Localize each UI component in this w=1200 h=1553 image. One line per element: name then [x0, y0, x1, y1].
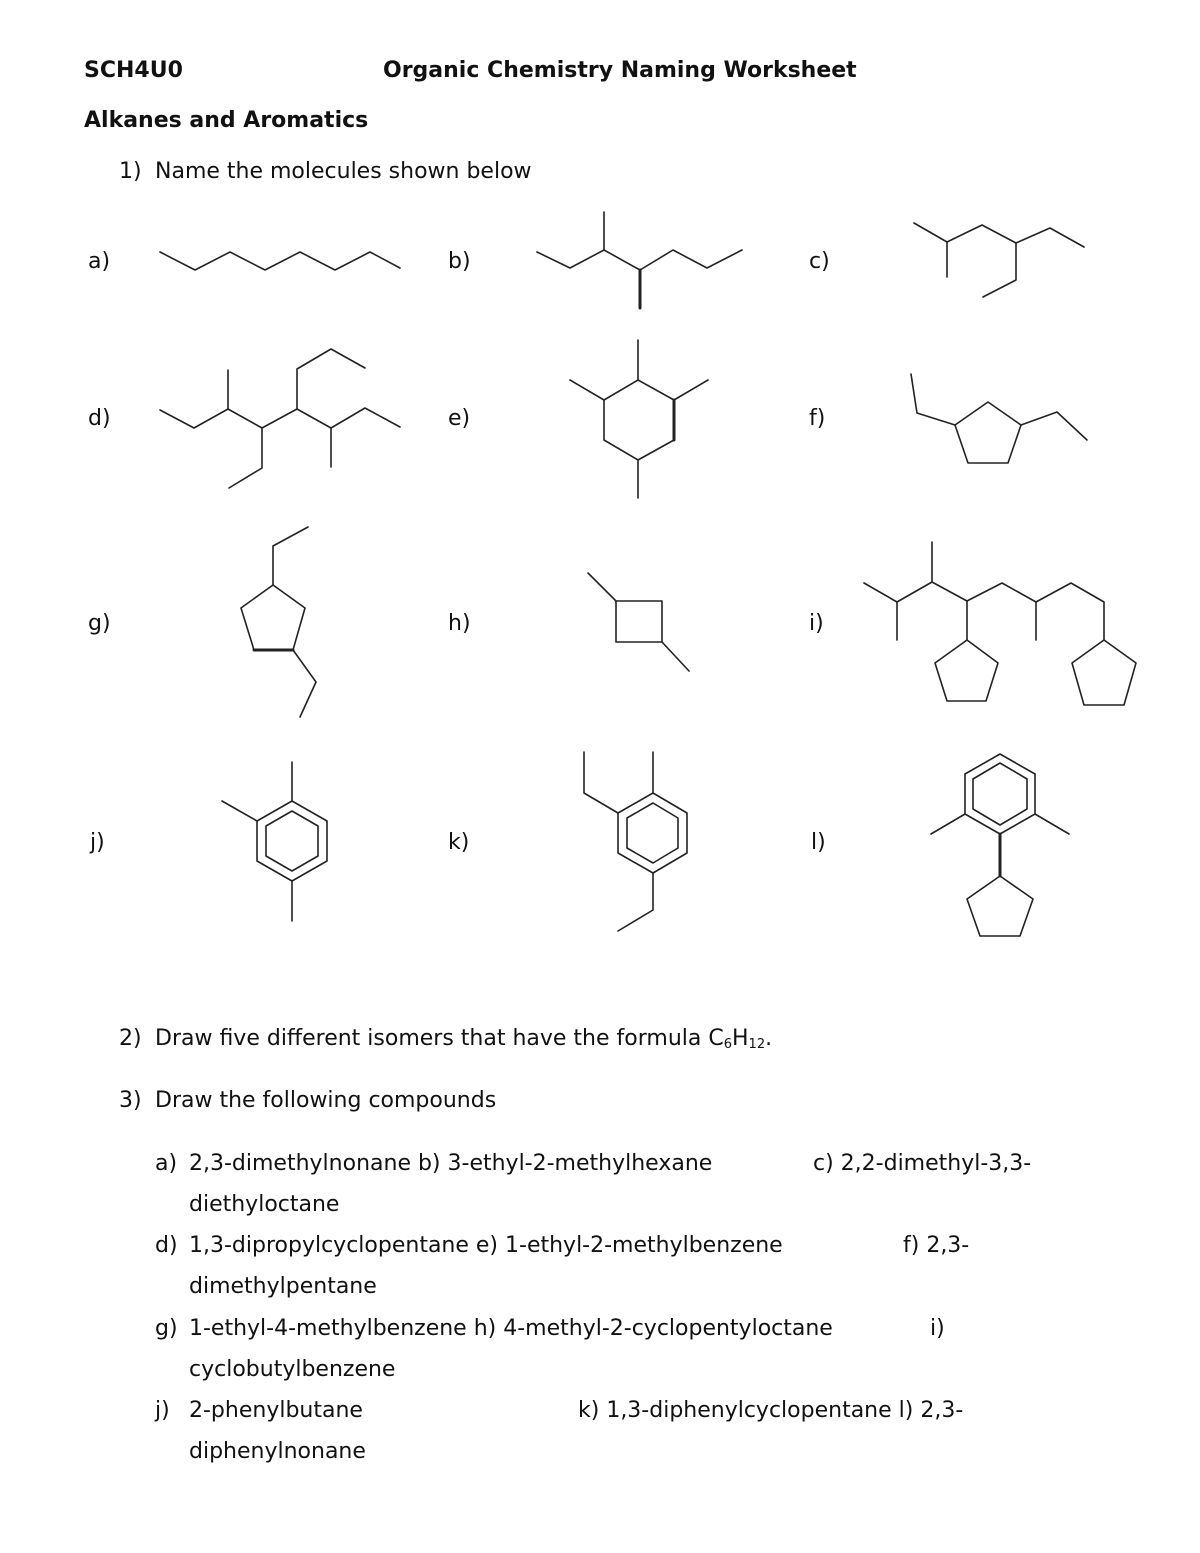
label-f: f) — [809, 406, 826, 431]
molecule-a — [160, 252, 400, 270]
q3-item-c: c) 2,2-dimethyl-3,3- — [813, 1151, 1032, 1176]
q2-subscript-6: 6 — [723, 1037, 732, 1052]
q3-item-i-cont: cyclobutylbenzene — [189, 1357, 396, 1382]
q3-item-l-cont: diphenylnonane — [189, 1439, 366, 1464]
q2-text-end: . — [765, 1026, 773, 1051]
molecule-b — [537, 212, 742, 308]
molecule-j — [222, 762, 327, 921]
molecule-e — [570, 340, 708, 498]
q3-item-k: k) 1,3-diphenylcyclopentane l) 2,3- — [578, 1398, 964, 1423]
q3-item-g: 1-ethyl-4-methylbenzene h) 4-methyl-2-cyclopentyloctane — [189, 1316, 833, 1341]
label-j: j) — [90, 830, 105, 855]
q3-letter-a: a) — [155, 1151, 178, 1176]
q3-item-c-cont: diethyloctane — [189, 1192, 340, 1217]
label-i: i) — [809, 611, 824, 636]
q3-item-a: 2,3-dimethylnonane b) 3-ethyl-2-methylhexane — [189, 1151, 713, 1176]
q3-item-i: i) — [930, 1316, 945, 1341]
q2-text-before: Draw five different isomers that have the formula C — [155, 1026, 724, 1051]
course-code: SCH4U0 — [84, 58, 183, 83]
q2-subscript-12: 12 — [748, 1037, 766, 1052]
molecule-c — [914, 223, 1084, 297]
section-title: Alkanes and Aromatics — [84, 108, 369, 133]
label-g: g) — [88, 611, 111, 636]
molecule-f — [911, 374, 1087, 463]
q3-letter-d: d) — [155, 1233, 178, 1258]
molecule-d — [160, 349, 400, 488]
molecule-k — [584, 752, 687, 931]
q3-item-f: f) 2,3- — [903, 1233, 970, 1258]
q3-letter-j: j) — [155, 1398, 170, 1423]
q3-letter-g: g) — [155, 1316, 178, 1341]
label-b: b) — [448, 249, 471, 274]
q1-number: 1) — [119, 159, 142, 184]
q2-text-h: H — [732, 1026, 749, 1051]
q1-text: Name the molecules shown below — [155, 159, 532, 184]
label-h: h) — [448, 611, 471, 636]
label-c: c) — [809, 249, 830, 274]
q2-text — [155, 1028, 772, 1050]
molecule-i — [864, 542, 1136, 705]
label-e: e) — [448, 406, 471, 431]
label-l: l) — [811, 830, 826, 855]
q3-item-j: 2-phenylbutane — [189, 1398, 363, 1423]
page-title: Organic Chemistry Naming Worksheet — [383, 58, 857, 83]
label-d: d) — [88, 406, 111, 431]
label-k: k) — [448, 830, 470, 855]
q3-text: Draw the following compounds — [155, 1088, 497, 1113]
molecule-l — [931, 754, 1069, 936]
label-a: a) — [88, 249, 111, 274]
molecule-h — [588, 573, 689, 671]
molecule-g — [241, 527, 316, 717]
q3-item-f-cont: dimethylpentane — [189, 1274, 377, 1299]
q3-number: 3) — [119, 1088, 142, 1113]
q3-item-d: 1,3-dipropylcyclopentane e) 1-ethyl-2-methylbenzene — [189, 1233, 783, 1258]
q2-number: 2) — [119, 1026, 142, 1051]
